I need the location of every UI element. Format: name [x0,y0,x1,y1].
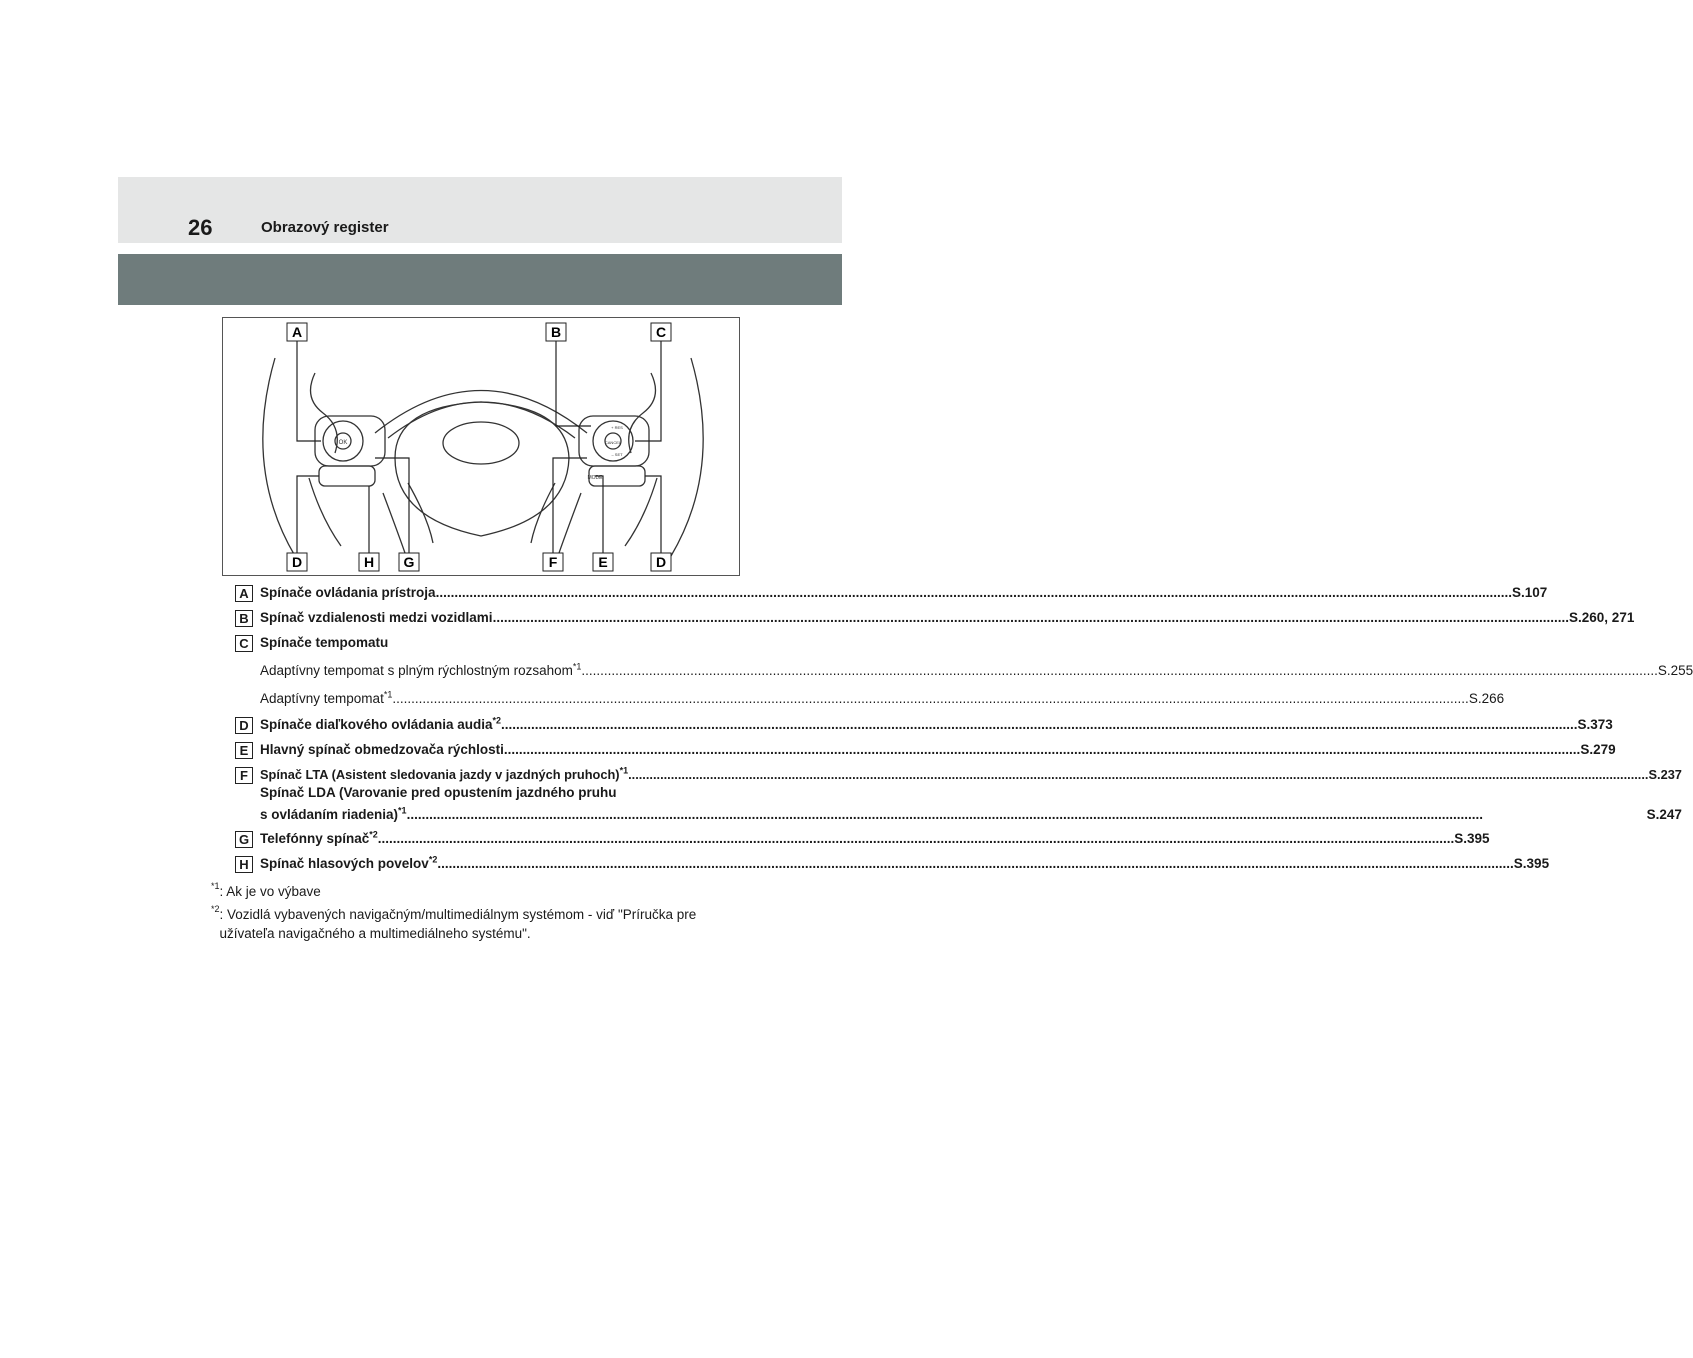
callout-f: F [548,554,558,570]
cancel-button-label: CANCEL [604,440,622,445]
entry-text: Spínač vzdialenosti medzi vozidlami [260,610,493,625]
entry-text: Spínače ovládania prístroja [260,585,436,600]
page-reference-link[interactable]: S.255 [1657,663,1693,678]
entry-text: Spínač LTA (Asistent sledovania jazdy v jazdných pruhoch) [260,767,620,782]
page-reference-link[interactable]: S.279 [1580,742,1616,757]
callout-e: E [598,554,608,570]
sub-entry-text: Adaptívny tempomat [260,691,384,706]
page-reference-link[interactable]: S.107 [1512,585,1548,600]
entry-h [235,854,1550,880]
entry-a [235,584,1548,609]
footnote-mark: *1 [383,689,393,700]
entry-letter: H [235,856,253,873]
entry-d [235,715,1613,741]
sub-entry-text: Adaptívny tempomat s plným rýchlostným rozsahom [260,663,573,678]
entry-text: Spínače tempomatu [260,635,389,650]
callout-d-left: D [291,554,303,570]
footnote-mark: *1 [211,881,220,891]
footnote-mark: *2 [492,715,502,726]
callout-d-right: D [655,554,667,570]
entry-text-line2: Spínač LDA (Varovanie pred opustením jazdného pruhu [260,785,617,800]
page-reference-link[interactable]: S.247 [1646,807,1682,822]
page-reference-link[interactable]: S.266 [1468,691,1505,706]
footnote-text: : Ak je vo výbave [219,884,321,899]
entry-letter: C [235,635,253,652]
entry-letter: A [235,585,253,602]
entry-letter: E [235,742,253,759]
entry-b [235,609,1635,634]
ok-button-label: OK [338,440,348,446]
entry-text: Hlavný spínač obmedzovača rýchlosti [260,742,504,757]
page-reference-link[interactable]: S.373 [1577,717,1613,732]
entry-c [235,634,725,659]
entry-text: Spínač hlasových povelov [260,856,429,871]
entry-letter: D [235,717,253,734]
footnote-1 [211,882,751,901]
entry-text-line3: s ovládaním riadenia) [260,807,399,822]
callout-g: G [403,554,415,570]
footnote-mark: *1 [619,765,629,776]
mode-button-label: MODE [587,475,603,481]
page-reference-link[interactable]: S.260, 271 [1569,610,1635,625]
set-label: – SET [611,452,623,457]
footnote-mark: *2 [211,904,220,914]
callout-b: B [550,324,562,340]
res-label: + RES [611,425,623,430]
page-reference-link[interactable]: S.395 [1454,831,1490,846]
entry-letter: G [235,831,253,848]
steering-wheel-illustration [223,318,739,575]
footnote-mark: *1 [398,805,407,816]
entry-letter: B [235,610,253,627]
entry-c-sub-1 [260,659,1693,687]
entry-g [235,829,1490,855]
steering-wheel-figure [222,317,740,576]
page-number: 26 [188,215,213,240]
entry-e [235,741,1616,766]
page-reference-link[interactable]: S.237 [1648,767,1682,782]
page-reference-link[interactable]: S.395 [1513,856,1550,871]
section-band [118,254,842,305]
footnote-2 [211,905,751,943]
footnote-text: : Vozidlá vybavených navigačným/multimediálnym systémom - viď "Príručka pre užívateľa navigačného a multimediálneho systému". [219,907,697,941]
callout-c: C [655,324,667,340]
entry-letter: F [235,767,253,784]
footnotes [211,882,751,943]
entry-text: Spínače diaľkového ovládania audia [260,717,493,732]
section-title: Obrazový register [261,219,389,236]
header-band [118,177,842,243]
entry-c-sub-2 [260,687,1505,716]
footnote-mark: *2 [428,854,438,865]
callout-a: A [291,324,303,340]
entry-f [235,765,1682,830]
entry-text: Telefónny spínač [260,831,370,846]
footnote-mark: *1 [572,661,582,672]
callout-h: H [363,554,375,570]
footnote-mark: *2 [369,829,378,840]
legend-entries [235,584,1693,880]
